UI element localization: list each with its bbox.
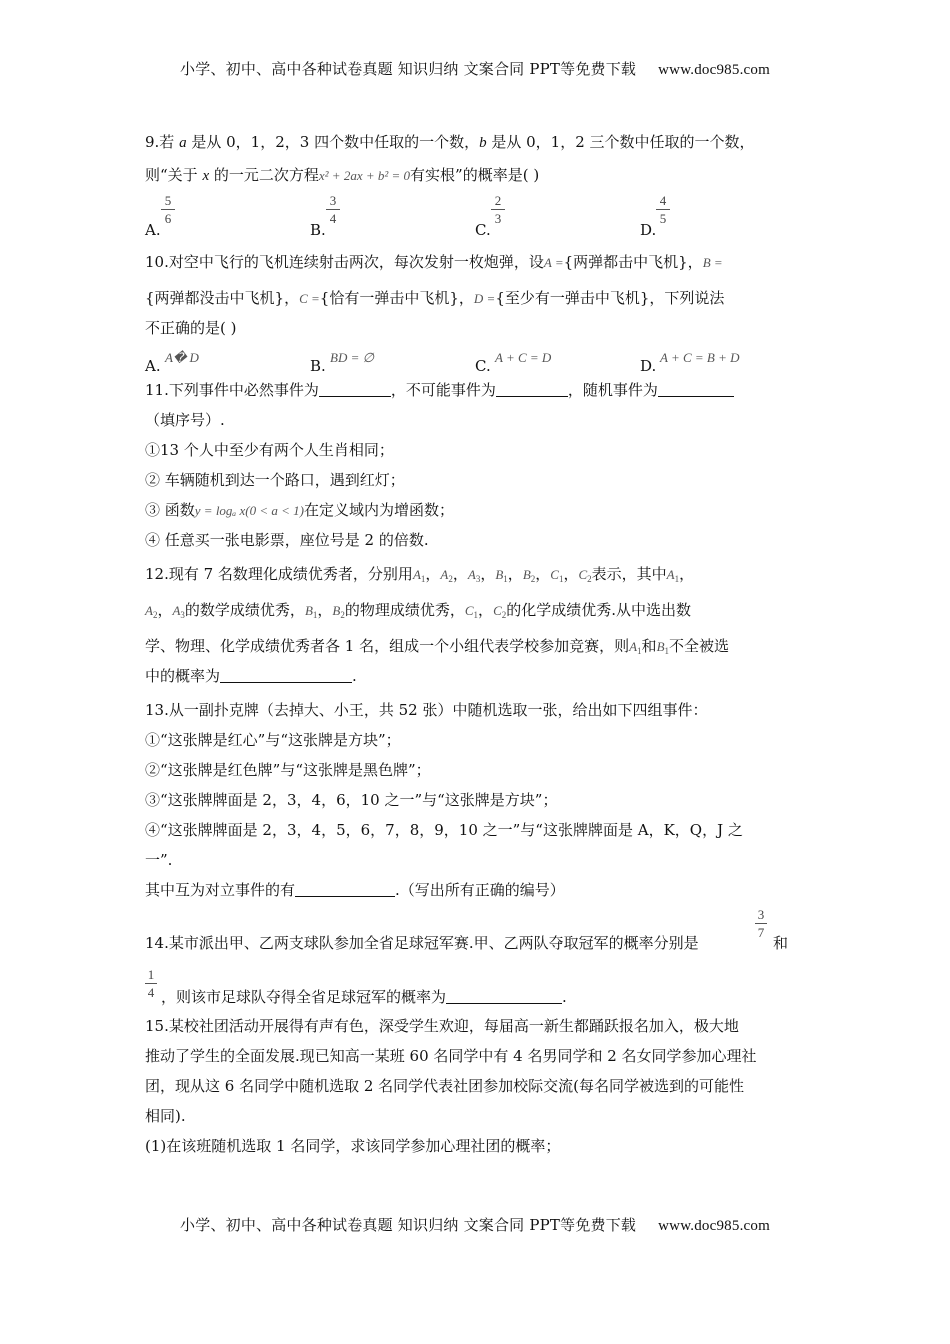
q9-equation: x² + 2ax + b² = 0 — [318, 168, 411, 183]
q11-item3: ③ 函数y = logₐ x(0 < a < 1)在定义域内为增函数； — [145, 501, 454, 519]
page-header — [0, 58, 950, 79]
q11-blank-random[interactable] — [658, 378, 734, 397]
q12-line1: 12.现有 7 名数理化成绩优秀者，分别用$A_1$，$A_2$，$A_3$，$B_1$，$B_2$，$C_1$，$C_2$表示，其中$A_1$， — [145, 565, 695, 584]
q15-line3: 团，现从这 6 名同学中随机选取 2 名同学代表社团参加校际交流(每名同学被选到的可能性 — [145, 1077, 745, 1095]
q11-blank-certain[interactable] — [319, 378, 391, 397]
q12-answer-blank[interactable] — [220, 664, 352, 683]
q12-line4: 中的概率为 . — [145, 661, 810, 691]
q13-item1: ①“这张牌是红心”与“这张牌是方块”； — [145, 731, 401, 749]
q9-line2: 则“关于 x 的一元二次方程x² + 2ax + b² = 0有实根”的概率是( ) — [145, 166, 540, 184]
q10-options: A. A� D B. BD = ∅ C. A + C = D D. A + C = B + D — [145, 350, 740, 375]
q14-fraction-1-4: 1 4 — [145, 967, 157, 1000]
q10-line3: 不正确的是( ) — [145, 319, 237, 337]
q13-item4b: 一”. — [145, 851, 173, 869]
q13-item2: ②“这张牌是红色牌”与“这张牌是黑色牌”； — [145, 761, 431, 779]
q12-line2: $A_2$，$A_3$的数学成绩优秀，$B_1$，$B_2$的物理成绩优秀，$C_1$，$C_2$的化学成绩优秀.从中选出数 — [145, 601, 692, 620]
q11-line1: 11.下列事件中必然事件为 ，不可能事件为 ，随机事件为 — [145, 375, 810, 405]
q15-line4: 相同). — [145, 1107, 186, 1125]
q13-answer-line: 其中互为对立事件的有 .（写出所有正确的编号） — [145, 875, 810, 905]
q9-options: A. 5 6 B. 3 4 C. 2 3 D. 4 5 — [145, 193, 810, 241]
q14-line1: 14.某市派出甲、乙两支球队参加全省足球冠军赛.甲、乙两队夺取冠军的概率分别是 3 7 和 — [145, 907, 789, 952]
q11-item1: ①13 个人中至少有两个人生肖相同； — [145, 441, 394, 459]
question-content — [145, 127, 810, 1161]
q13-item4a: ④“这张牌牌面是 2，3，4，5，6，7，8，9，10 之一”与“这张牌牌面是 A，K，Q，J 之 — [145, 821, 743, 839]
q11-line2: （填序号）. — [145, 411, 225, 429]
q15-line1: 15.某校社团活动开展得有声有色，深受学生欢迎，每届高一新生都踊跃报名加入，极大地 — [145, 1017, 739, 1035]
q11-item4: ④ 任意买一张电影票，座位号是 2 的倍数. — [145, 531, 429, 549]
q10-line1: 10.对空中飞行的飞机连续射击两次，每次发射一枚炮弹，设A ={两弹都击中飞机}，B = — [145, 253, 723, 271]
q15-part1: (1)在该班随机选取 1 名同学，求该同学参加心理社团的概率； — [145, 1137, 561, 1155]
q14-fraction-3-7: 3 7 — [755, 907, 767, 940]
footer-site[interactable]: www.doc985.com — [658, 1218, 770, 1234]
q13-answer-blank[interactable] — [295, 878, 395, 897]
q13-item3: ③“这张牌牌面是 2，3，4，6，10 之一”与“这张牌是方块”； — [145, 791, 558, 809]
q15-line2: 推动了学生的全面发展.现已知高一某班 60 名同学中有 4 名男同学和 2 名女同学参加心理社 — [145, 1047, 757, 1065]
q9-line1: 9.若 a 是从 0，1，2，3 四个数中任取的一个数，b 是从 0，1，2 三个数中任取的一个数， — [145, 133, 755, 151]
q11-blank-impossible[interactable] — [496, 378, 568, 397]
page-footer — [0, 1214, 950, 1235]
header-site[interactable]: www.doc985.com — [658, 62, 770, 78]
q13-line1: 13.从一副扑克牌（去掉大、小王，共 52 张）中随机选取一张，给出如下四组事件： — [145, 701, 708, 719]
q14-line2: 1 4 ，则该市足球队夺得全省足球冠军的概率为 . — [145, 967, 810, 1011]
q12-line3: 学、物理、化学成绩优秀者各 1 名，组成一个小组代表学校参加竞赛，则$A_1$和$B_1$不全被选 — [145, 637, 730, 656]
footer-text: 小学、初中、高中各种试卷真题 知识归纳 文案合同 PPT等免费下载 — [180, 1216, 637, 1234]
header-text: 小学、初中、高中各种试卷真题 知识归纳 文案合同 PPT等免费下载 — [180, 60, 637, 78]
q10-line2: {两弹都没击中飞机}，C ={恰有一弹击中飞机}，D ={至少有一弹击中飞机}，下列说法 — [145, 289, 725, 307]
q14-answer-blank[interactable] — [446, 985, 562, 1004]
q11-item2: ② 车辆随机到达一个路口，遇到红灯； — [145, 471, 405, 489]
